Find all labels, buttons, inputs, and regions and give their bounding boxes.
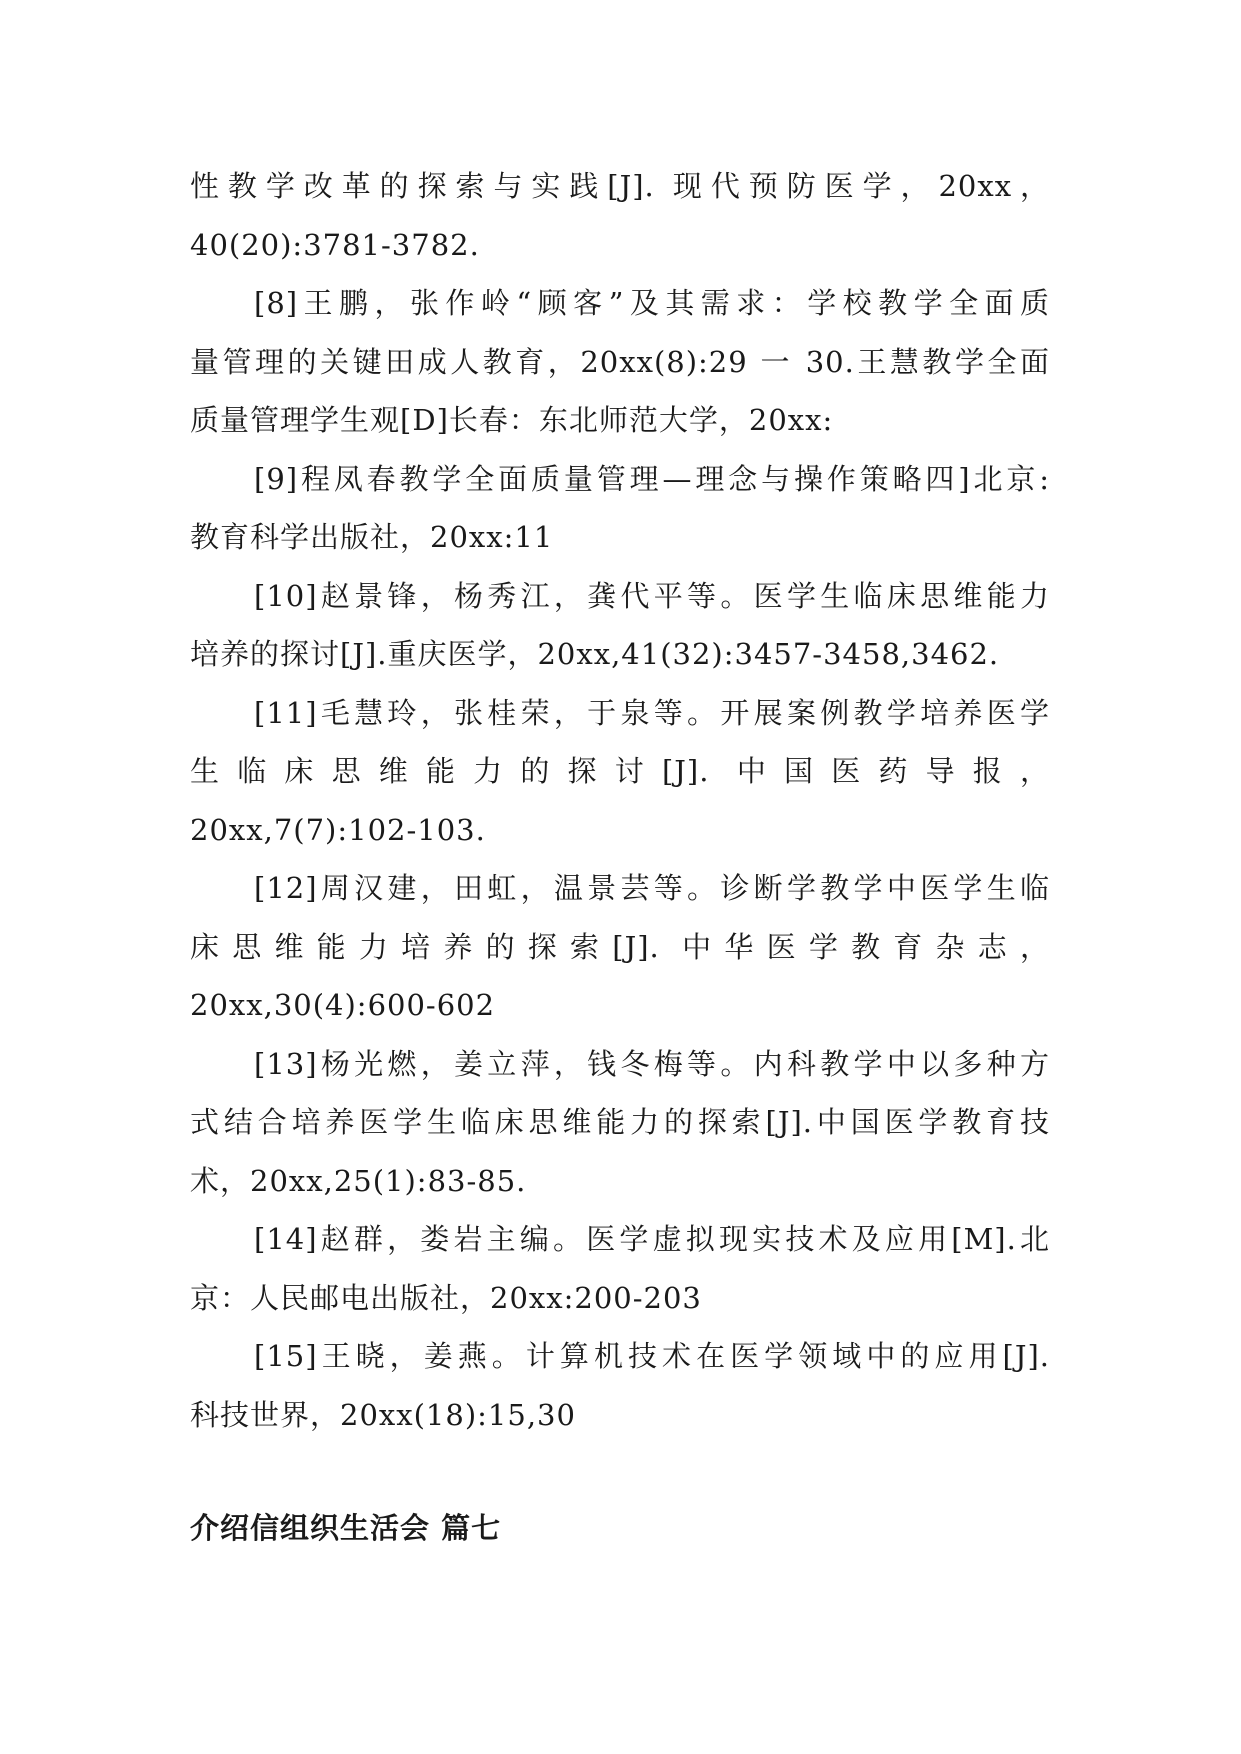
- reference-line: [8]王鹏，张作岭“顾客”及其需求：学校教学全面质: [254, 286, 1050, 320]
- reference-line: [9]程凤春教学全面质量管理—理念与操作策略四]北京:: [254, 461, 1050, 496]
- reference-entry: [190, 274, 1050, 450]
- reference-line: 式结合培养医学生临床思维能力的探索[J].中国医学教育技: [190, 1105, 1050, 1139]
- reference-entry: [190, 1327, 1050, 1444]
- reference-line: 量管理的关键田成人教育，20xx(8):29 一 30.王慧教学全面: [190, 344, 1050, 379]
- reference-entry: [190, 157, 1050, 274]
- reference-line: 性教学改革的探索与实践[J]. 现代预防医学，20xx，: [190, 169, 1050, 203]
- reference-line: 20xx,30(4):600-602: [190, 988, 496, 1022]
- reference-line: [11]毛慧玲，张桂荣，于泉等。开展案例教学培养医学: [254, 695, 1050, 730]
- reference-line: [10]赵景锋，杨秀江，龚代平等。医学生临床思维能力: [254, 578, 1050, 613]
- reference-line: 20xx,7(7):102-103.: [190, 812, 486, 847]
- reference-line: 质量管理学生观[D]长春：东北师范大学，20xx:: [190, 403, 834, 437]
- reference-line: 生临床思维能力的探讨[J]. 中国医药导报，: [190, 754, 1050, 788]
- reference-line: 40(20):3781-3782.: [190, 227, 480, 262]
- reference-line: [14]赵群，娄岩主编。医学虚拟现实技术及应用[M].北: [254, 1222, 1050, 1256]
- reference-line: 培养的探讨[J].重庆医学，20xx,41(32):3457-3458,3462.: [190, 637, 1000, 671]
- reference-line: 床思维能力培养的探索[J]. 中华医学教育杂志，: [190, 929, 1050, 964]
- section-heading: 介绍信组织生活会 篇七: [190, 1511, 502, 1545]
- reference-line: 术，20xx,25(1):83-85.: [190, 1163, 527, 1198]
- reference-entry: [190, 567, 1050, 684]
- reference-line: [12]周汉建，田虹，温景芸等。诊断学教学中医学生临: [254, 871, 1050, 905]
- reference-entry: [190, 450, 1050, 567]
- reference-line: 京：人民邮电出版社，20xx:200-203: [190, 1280, 702, 1315]
- reference-line: 科技世界，20xx(18):15,30: [190, 1397, 576, 1432]
- reference-line: [15]王晓，姜燕。计算机技术在医学领域中的应用[J].: [254, 1339, 1050, 1373]
- reference-line: [13]杨光燃，姜立萍，钱冬梅等。内科教学中以多种方: [254, 1046, 1050, 1081]
- reference-entry: [190, 859, 1050, 1035]
- reference-entry: [190, 1210, 1050, 1327]
- reference-entry: [190, 1035, 1050, 1211]
- reference-list: [190, 157, 1050, 1444]
- reference-line: 教育科学出版社，20xx:11: [190, 520, 554, 554]
- reference-entry: [190, 684, 1050, 860]
